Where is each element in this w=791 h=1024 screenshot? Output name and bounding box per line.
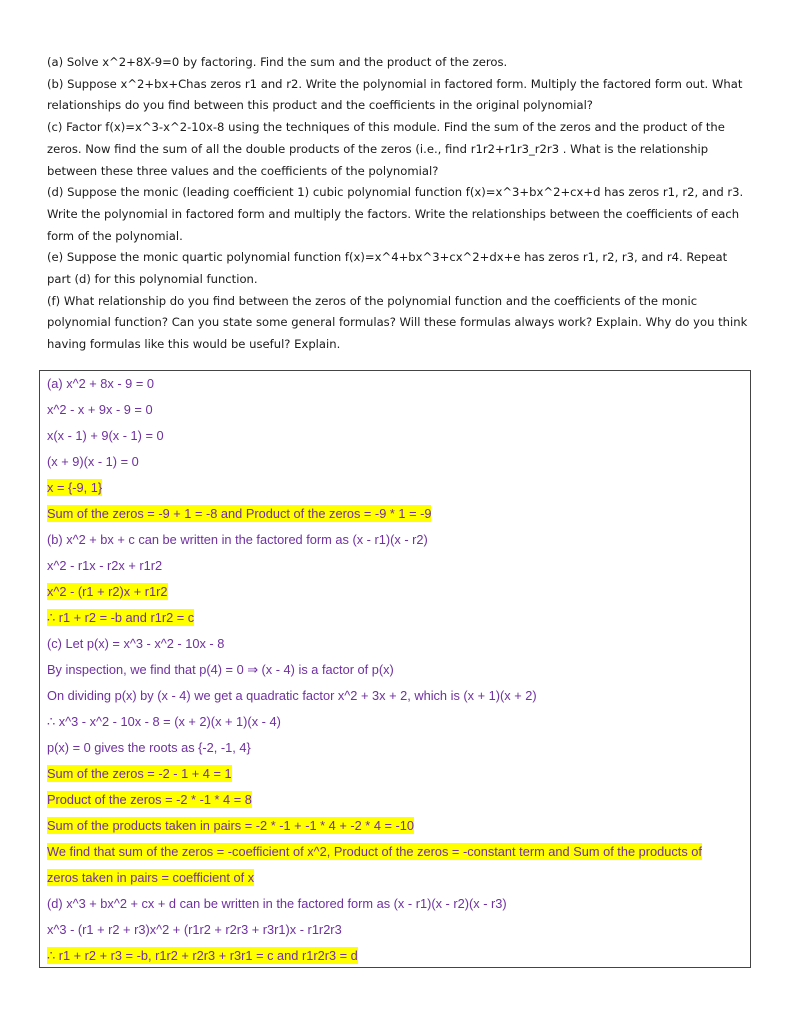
answer-line: [47, 943, 747, 969]
answer-line: [47, 657, 747, 683]
answer-line: [47, 605, 747, 631]
answer-text: (a) x^2 + 8x - 9 = 0: [47, 376, 155, 391]
question-line: think having formulas like this would be useful? Explain.: [47, 315, 748, 352]
answer-line: [47, 865, 747, 891]
answer-line: [47, 527, 747, 553]
answer-line: [47, 501, 747, 527]
question-line: (b) Suppose x^2+bx+Chas zeros r1 and r2. Write the polynomial in factored form. Multiply the factored form out.: [47, 76, 709, 91]
highlighted-answer-text: Sum of the zeros = -9 + 1 = -8 and Product of the zeros = -9 * 1 = -9: [47, 506, 432, 521]
answer-line: [47, 787, 747, 813]
answer-line: [47, 735, 747, 761]
question-line: (f) What relationship do you find between the zeros of the polynomial function and the coefficients of the monic: [47, 293, 698, 308]
answer-box: [39, 370, 751, 968]
answer-text: x(x - 1) + 9(x - 1) = 0: [47, 428, 164, 443]
question-line: (d) Suppose the monic (leading coefficient 1) cubic polynomial function f(x)=x^3+bx^2+cx+d has zeros r1, r2, and: [47, 185, 724, 200]
question-paragraph: [47, 117, 752, 182]
question-paragraph: [47, 74, 752, 117]
answer-lines: [47, 371, 747, 969]
answer-text: x^3 - (r1 + r2 + r3)x^2 + (r1r2 + r2r3 + r3r1)x - r1r2r3: [47, 922, 342, 937]
question-line: (e) Suppose the monic quartic polynomial function f(x)=x^4+bx^3+cx^2+dx+e has zeros r1, r2, r3, and r4. Repeat: [47, 250, 728, 265]
answer-text: (b) x^2 + bx + c can be written in the factored form as (x - r1)(x - r2): [47, 532, 428, 547]
question-line: (a) Solve x^2+8X-9=0 by factoring. Find the sum and the product of the zeros.: [47, 55, 508, 69]
question-paragraph: [47, 247, 752, 290]
answer-text: x^2 - x + 9x - 9 = 0: [47, 402, 153, 417]
answer-line: [47, 839, 747, 865]
question-line: polynomial function? Can you state some general formulas? Will these formulas always work? Explain. Why do you: [47, 315, 715, 330]
question-line: r3. Write the polynomial in factored form and multiply the factors. Write the relationships between the coefficients of: [47, 185, 744, 221]
answer-line: [47, 371, 747, 397]
answer-text: On dividing p(x) by (x - 4) we get a quadratic factor x^2 + 3x + 2, which is (x + 1)(x + 2): [47, 688, 537, 703]
question-line: zeros. Now find the sum of all the double products of the zeros (i.e., find r1r2+r1r3_r2r3 . What is the relationship: [47, 141, 709, 156]
question-line: (c) Factor f(x)=x^3-x^2-10x-8 using the techniques of this module. Find the sum of the zeros and the product of the: [47, 120, 725, 135]
answer-line: [47, 475, 747, 501]
question-line: each form of the polynomial.: [47, 206, 740, 243]
answer-line: [47, 449, 747, 475]
highlighted-answer-text: We find that sum of the zeros = -coefficient of x^2, Product of the zeros = -constant term and Sum of the products of: [47, 844, 702, 859]
highlighted-answer-text: ∴ r1 + r2 + r3 = -b, r1r2 + r2r3 + r3r1 = c and r1r2r3 = d: [47, 948, 358, 963]
answer-text: ∴ x^3 - x^2 - 10x - 8 = (x + 2)(x + 1)(x - 4): [47, 714, 281, 729]
question-line: What relationships do you find between this product and the coefficients in the original polynomial?: [47, 76, 743, 113]
answer-line: [47, 891, 747, 917]
answer-text: (d) x^3 + bx^2 + cx + d can be written in the factored form as (x - r1)(x - r2)(x - r3): [47, 896, 507, 911]
highlighted-answer-text: x = {-9, 1}: [47, 480, 103, 495]
answer-text: x^2 - r1x - r2x + r1r2: [47, 558, 163, 573]
answer-text: By inspection, we find that p(4) = 0 ⇒ (x - 4) is a factor of p(x): [47, 662, 394, 677]
highlighted-answer-text: Product of the zeros = -2 * -1 * 4 = 8: [47, 792, 252, 807]
answer-line: [47, 579, 747, 605]
highlighted-answer-text: Sum of the products taken in pairs = -2 * -1 + -1 * 4 + -2 * 4 = -10: [47, 818, 415, 833]
answer-line: [47, 917, 747, 943]
answer-text: p(x) = 0 gives the roots as {-2, -1, 4}: [47, 740, 251, 755]
question-paragraph: [47, 52, 752, 74]
question-paragraph: [47, 182, 752, 247]
answer-line: [47, 423, 747, 449]
answer-line: [47, 397, 747, 423]
highlighted-answer-text: x^2 - (r1 + r2)x + r1r2: [47, 584, 168, 599]
answer-line: [47, 631, 747, 657]
highlighted-answer-text: Sum of the zeros = -2 - 1 + 4 = 1: [47, 766, 232, 781]
question-text: [47, 52, 752, 356]
answer-line: [47, 553, 747, 579]
question-paragraph: [47, 291, 752, 356]
question-line: between these three values and the coefficients of the polynomial?: [47, 163, 439, 178]
answer-text: (c) Let p(x) = x^3 - x^2 - 10x - 8: [47, 636, 225, 651]
answer-line: [47, 683, 747, 709]
highlighted-answer-text: ∴ r1 + r2 = -b and r1r2 = c: [47, 610, 195, 625]
answer-line: [47, 761, 747, 787]
answer-line: [47, 813, 747, 839]
answer-line: [47, 709, 747, 735]
answer-text: (x + 9)(x - 1) = 0: [47, 454, 139, 469]
highlighted-answer-text: zeros taken in pairs = coefficient of x: [47, 870, 255, 885]
question-line: part (d) for this polynomial function.: [47, 272, 258, 287]
